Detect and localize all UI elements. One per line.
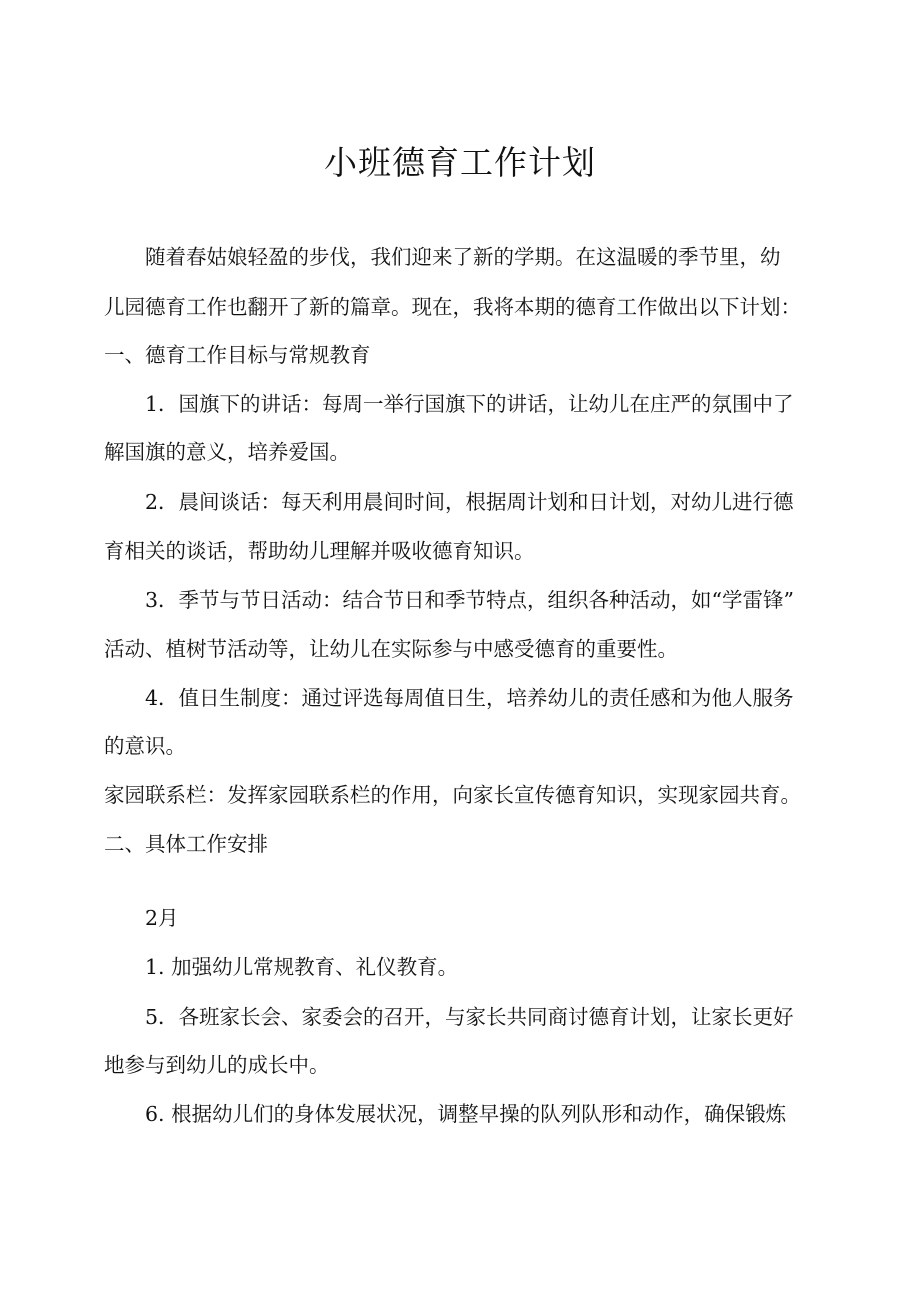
list-item-line: 6. 根据幼儿们的身体发展状况，调整早操的队列队形和动作，确保锻炼 (145, 1102, 787, 1126)
list-item-line: 育相关的谈话，帮助幼儿理解并吸收德育知识。 (104, 539, 535, 563)
list-item-line: 1. 加强幼儿常规教育、礼仪教育。 (145, 955, 459, 979)
list-item-line: 解国旗的意义，培养爱国。 (104, 440, 350, 464)
list-item-line: 1．国旗下的讲话：每周一举行国旗下的讲话，让幼儿在庄严的氛围中了 (145, 392, 794, 416)
paragraph-line: 儿园德育工作也翻开了新的篇章。现在，我将本期的德育工作做出以下计划： (104, 295, 801, 319)
section-heading: 二、具体工作安排 (104, 832, 268, 856)
list-item-line: 地参与到幼儿的成长中。 (104, 1053, 330, 1077)
paragraph-line: 随着春姑娘轻盈的步伐，我们迎来了新的学期。在这温暖的季节里，幼 (145, 245, 781, 269)
list-item-line: 2．晨间谈话：每天利用晨间时间，根据周计划和日计划，对幼儿进行德 (145, 490, 794, 514)
paragraph-line: 家园联系栏：发挥家园联系栏的作用，向家长宣传德育知识，实现家园共育。 (104, 783, 801, 807)
list-item-line: 5．各班家长会、家委会的召开，与家长共同商讨德育计划，让家长更好 (145, 1005, 794, 1029)
document-title: 小班德育工作计划 (324, 143, 596, 182)
month-heading: 2月 (145, 906, 179, 930)
list-item-line: 4．值日生制度：通过评选每周值日生，培养幼儿的责任感和为他人服务 (145, 686, 794, 710)
list-item-line: 的意识。 (104, 734, 186, 758)
section-heading: 一、德育工作目标与常规教育 (104, 343, 371, 367)
list-item-line: 3．季节与节日活动：结合节日和季节特点，组织各种活动，如“学雷锋” (145, 588, 795, 612)
list-item-line: 活动、植树节活动等，让幼儿在实际参与中感受德育的重要性。 (104, 637, 678, 661)
